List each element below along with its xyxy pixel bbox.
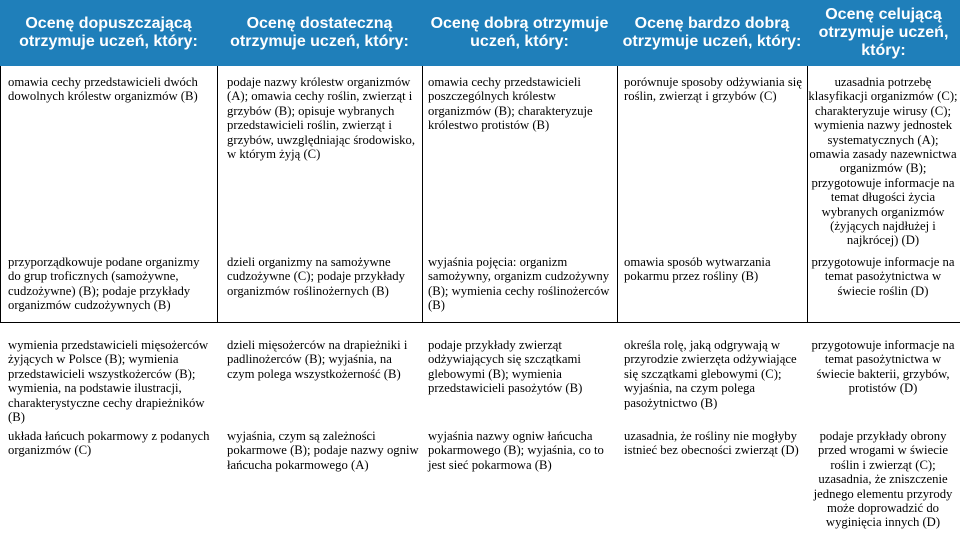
section1-row1-col4: porównuje sposoby odżywiania się roślin, zwierząt i grzybów (C) bbox=[624, 75, 802, 104]
table-border-left bbox=[0, 66, 1, 323]
section2-row2-col1: układa łańcuch pokarmowy z podanych organizmów (C) bbox=[8, 429, 210, 458]
section2-row1-col1: wymienia przedstawicieli mięsożerców żyjących w Polsce (B); wymienia przedstawicieli wszystkożerców (B); wymienia, na podstawie ilustracji, charakterystyczne cechy drapieżników (B) bbox=[8, 338, 209, 425]
section-divider bbox=[0, 322, 960, 323]
section2-row1-col4: określa rolę, jaką odgrywają w przyrodzie zwierzęta odżywiające się szczątkami glebowymi (C); wyjaśnia, na czym polega pasożytnictwo (B) bbox=[624, 338, 797, 410]
header-row bbox=[0, 0, 960, 66]
header-grade-dostateczna: Ocenę dostateczną otrzymuje uczeń, który: bbox=[217, 0, 422, 66]
section2-row1-col5: przygotowuje informacje na temat pasożytnictwa w świecie bakterii, grzybów, protistów (D) bbox=[811, 338, 955, 396]
section1-row1-col5: uzasadnia potrzebę klasyfikacji organizmów (C); charakteryzuje wirusy (C); wymienia nazwy jednostek systematycznych (A); omawia zasady nazewnictwa organizmów (B); przygotowuje informacje na temat długości życia wybranych organizmów (żyjących najdłużej i najkrócej) (D) bbox=[808, 75, 958, 248]
header-grade-dopuszczajaca: Ocenę dopuszczającą otrzymuje uczeń, który: bbox=[0, 0, 217, 66]
section1-row2-col1: przyporządkowuje podane organizmy do grup troficznych (samożywne, cudzożywne) (B); podaje przykłady organizmów cudzożywnych (B) bbox=[8, 255, 200, 313]
column-divider bbox=[617, 66, 618, 323]
section1-row2-col3: wyjaśnia pojęcia: organizm samożywny, organizm cudzożywny (B); wymienia cechy roślinożerców (B) bbox=[428, 255, 610, 313]
section2-row2-col5: podaje przykłady obrony przed wrogami w świecie roślin i zwierząt (C); uzasadnia, że zniszczenie jednego elementu przyrody może doprowadzić do wyginięcia innych (D) bbox=[813, 429, 953, 530]
section1-row1-col1: omawia cechy przedstawicieli dwóch dowolnych królestw organizmów (B) bbox=[8, 75, 198, 104]
section1-row1-col2: podaje nazwy królestw organizmów (A); omawia cechy roślin, zwierząt i grzybów (B); opisuje wybranych przedstawicieli roślin, zwierząt i grzybów, uwzględniając środowisko, w którym żyją (C) bbox=[227, 75, 416, 162]
section2-row2-col2: wyjaśnia, czym są zależności pokarmowe (B); podaje nazwy ogniw łańcucha pokarmowego (A) bbox=[227, 429, 419, 472]
header-grade-bardzo-dobra: Ocenę bardzo dobrą otrzymuje uczeń, który: bbox=[617, 0, 807, 66]
header-grade-dobra: Ocenę dobrą otrzymuje uczeń, który: bbox=[422, 0, 617, 66]
column-divider bbox=[422, 66, 423, 323]
header-grade-celujaca: Ocenę celującą otrzymuje uczeń, który: bbox=[807, 0, 960, 66]
section2-row2-col4: uzasadnia, że rośliny nie mogłyby istnieć bez obecności zwierząt (D) bbox=[624, 429, 799, 458]
section1-row2-col4: omawia sposób wytwarzania pokarmu przez rośliny (B) bbox=[624, 255, 771, 284]
column-divider bbox=[217, 66, 218, 323]
section2-row1-col3: podaje przykłady zwierząt odżywiających się szczątkami glebowymi (B); wymienia przedstawicieli pasożytów (B) bbox=[428, 338, 583, 396]
section2-row2-col3: wyjaśnia nazwy ogniw łańcucha pokarmowego (B); wyjaśnia, co to jest sieć pokarmowa (B) bbox=[428, 429, 604, 472]
section1-row2-col5: przygotowuje informacje na temat pasożytnictwa w świecie roślin (D) bbox=[811, 255, 955, 298]
section1-row1-col3: omawia cechy przedstawicieli poszczególnych królestw organizmów (B); charakteryzuje królestwo protistów (B) bbox=[428, 75, 593, 133]
section2-row1-col2: dzieli mięsożerców na drapieżniki i padlinożerców (B); wyjaśnia, na czym polega wszystkożerność (B) bbox=[227, 338, 408, 381]
section1-row2-col2: dzieli organizmy na samożywne cudzożywne (C); podaje przykłady organizmów roślinożernych (B) bbox=[227, 255, 405, 298]
